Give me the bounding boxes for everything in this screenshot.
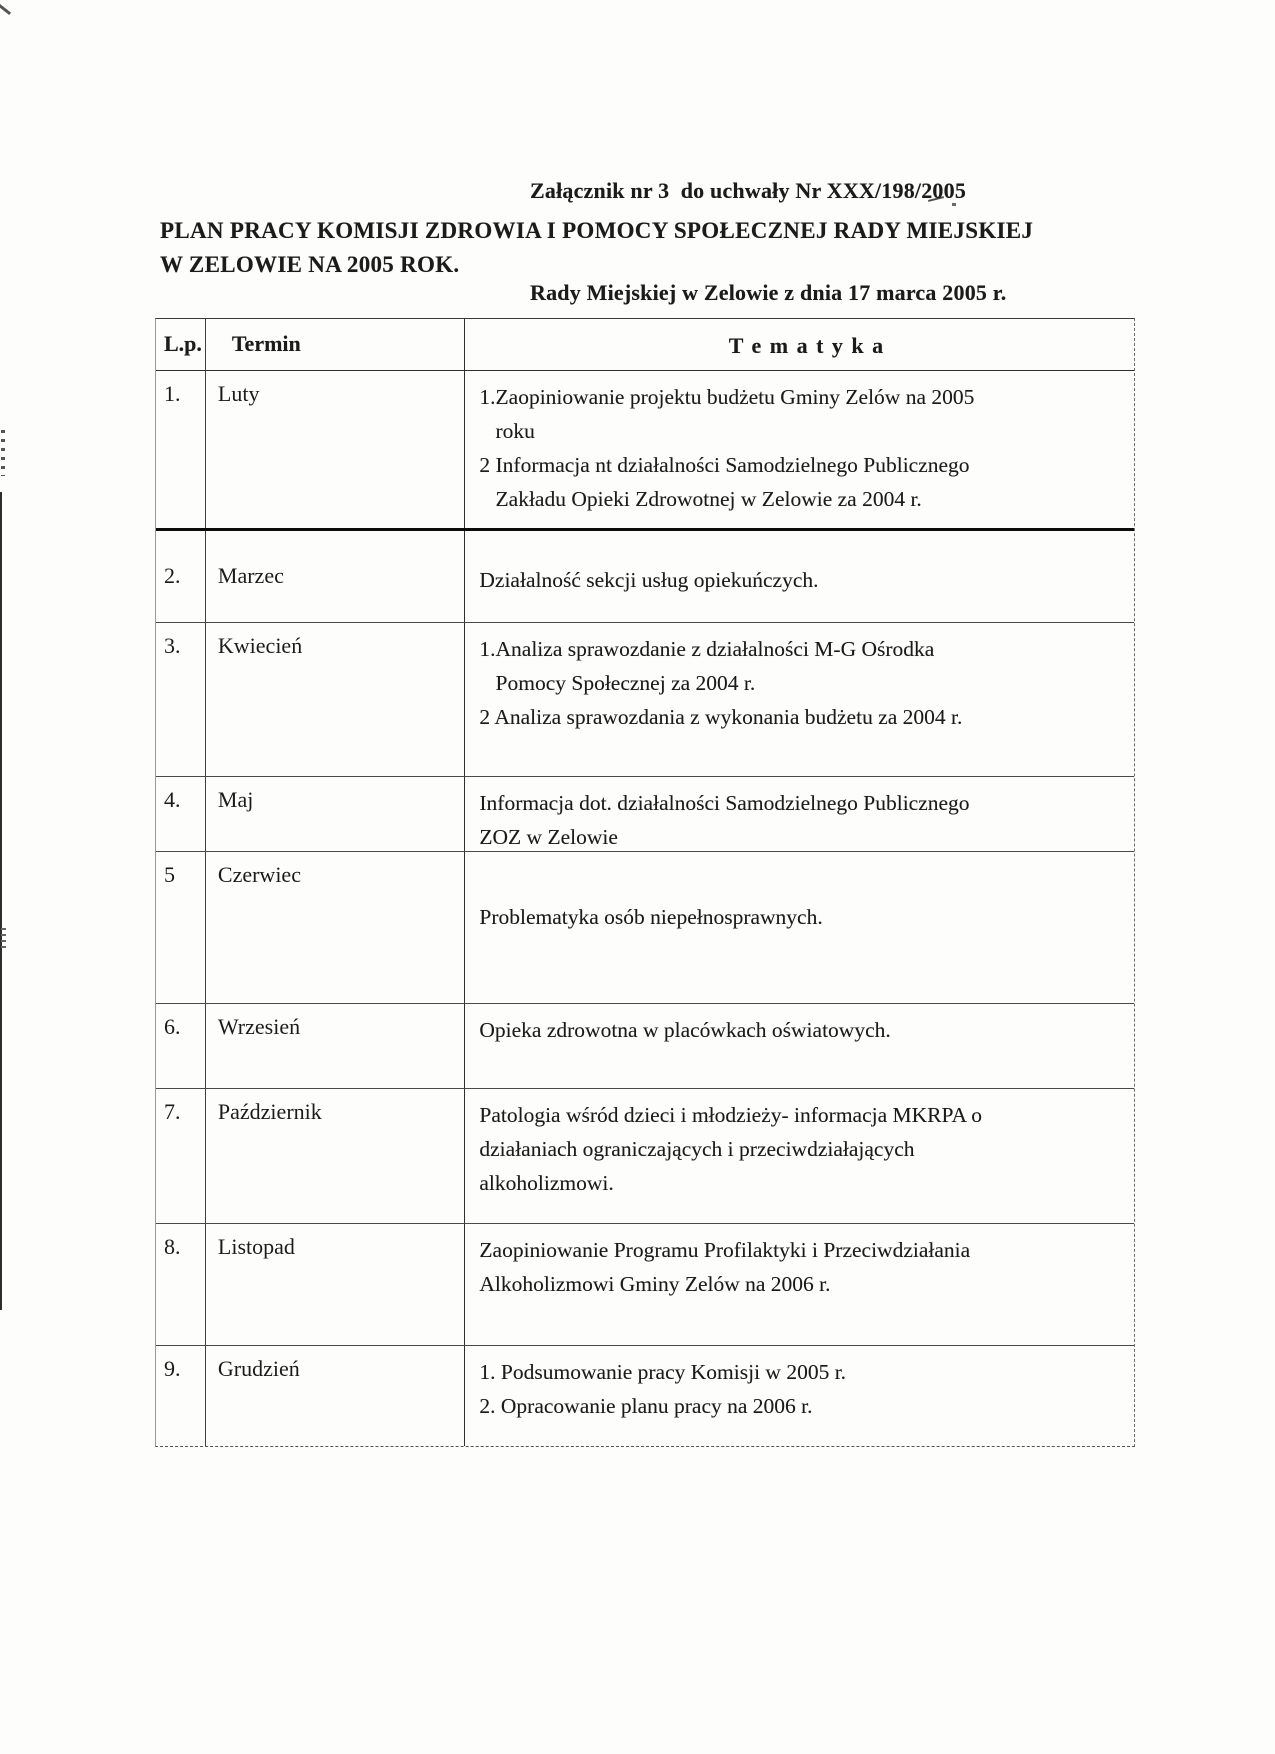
lp-cell: 9. [156, 1346, 206, 1446]
tematyka-line: Problematyka osób niepełnosprawnych. [479, 905, 823, 929]
tematyka-line: Działalność sekcji usług opiekuńczych. [479, 568, 819, 592]
table-row [156, 777, 1134, 852]
tematyka-cell [465, 1004, 1134, 1088]
termin-cell: Listopad [206, 1224, 465, 1345]
column-header-tematyka: T e m a t y k a [728, 333, 885, 358]
table-body [156, 371, 1134, 1446]
tematyka-line: Pomocy Społecznej za 2004 r. [479, 671, 756, 695]
tematyka-line: działaniach ograniczających i przeciwdziałających [479, 1137, 915, 1161]
column-header-termin: Termin [206, 319, 466, 370]
tematyka-line: 2 Analiza sprawozdania z wykonania budżetu za 2004 r. [479, 705, 963, 729]
tematyka-cell [465, 852, 1134, 1003]
tematyka-line: alkoholizmowi. [479, 1171, 614, 1195]
title-line-1: PLAN PRACY KOMISJI ZDROWIA I POMOCY SPOŁECZNEJ RADY MIEJSKIEJ [160, 218, 1034, 243]
tematyka-line: 1. Podsumowanie pracy Komisji w 2005 r. [479, 1360, 847, 1384]
termin-cell: Luty [206, 371, 465, 528]
tematyka-line: roku [479, 419, 535, 443]
tematyka-cell [465, 777, 1134, 851]
tematyka-line: 2 Informacja nt działalności Samodzielnego Publicznego [479, 453, 970, 477]
tematyka-line: Informacja dot. działalności Samodzielnego Publicznego [479, 791, 970, 815]
table-row [156, 1089, 1134, 1224]
tematyka-line: 1.Analiza sprawozdanie z działalności M-G Ośrodka [479, 637, 935, 661]
title-line-2: W ZELOWIE NA 2005 ROK. [160, 252, 460, 277]
tematyka-cell [465, 1346, 1134, 1446]
termin-cell: Marzec [206, 531, 465, 622]
tematyka-cell [465, 623, 1134, 776]
lp-cell: 2. [156, 531, 206, 622]
tematyka-line: Zakładu Opieki Zdrowotnej w Zelowie za 2004 r. [479, 487, 922, 511]
tematyka-line: Alkoholizmowi Gminy Zelów na 2006 r. [479, 1272, 831, 1296]
termin-cell: Wrzesień [206, 1004, 465, 1088]
termin-cell: Czerwiec [206, 852, 465, 1003]
annotation-line-2: Rady Miejskiej w Zelowie z dnia 17 marca 2005 r. [530, 280, 1007, 305]
tematyka-line: ZOZ w Zelowie [479, 825, 618, 849]
table-row [156, 623, 1134, 777]
table-row [156, 1004, 1134, 1089]
termin-cell: Kwiecień [206, 623, 465, 776]
tematyka-cell [465, 1224, 1134, 1345]
tematyka-line: 2. Opracowanie planu pracy na 2006 r. [479, 1394, 813, 1418]
table-row [156, 1346, 1134, 1446]
work-plan-table [155, 318, 1135, 1447]
termin-cell: Maj [206, 777, 465, 851]
termin-cell: Październik [206, 1089, 465, 1223]
column-header-lp: L.p. [156, 319, 206, 370]
scan-artifact-corner [0, 4, 11, 15]
termin-cell: Grudzień [206, 1346, 465, 1446]
tematyka-line: Patologia wśród dzieci i młodzieży- informacja MKRPA o [479, 1103, 982, 1127]
lp-cell: 7. [156, 1089, 206, 1223]
tematyka-line: Opieka zdrowotna w placówkach oświatowych. [479, 1018, 891, 1042]
lp-cell: 8. [156, 1224, 206, 1345]
scan-artifact-specks [1, 928, 6, 950]
tematyka-line: 1.Zaopiniowanie projektu budżetu Gminy Zelów na 2005 [479, 385, 975, 409]
annotation-line-1: Załącznik nr 3 do uchwały Nr XXX/198/2005 [530, 178, 967, 203]
scan-artifact-specks [1, 430, 5, 476]
tematyka-cell [465, 1089, 1134, 1223]
page-title [160, 214, 1120, 282]
table-row [156, 1224, 1134, 1346]
lp-cell: 3. [156, 623, 206, 776]
tematyka-cell [465, 531, 1134, 622]
lp-cell: 4. [156, 777, 206, 851]
table-row [156, 371, 1134, 531]
table-header-row [156, 319, 1134, 371]
lp-cell: 6. [156, 1004, 206, 1088]
tematyka-line: Zaopiniowanie Programu Profilaktyki i Przeciwdziałania [479, 1238, 971, 1262]
tematyka-cell [465, 371, 1134, 528]
lp-cell: 5 [156, 852, 206, 1003]
table-row [156, 852, 1134, 1004]
table-row [156, 531, 1134, 623]
scan-artifact-left-edge-line [0, 492, 2, 1310]
lp-cell: 1. [156, 371, 206, 528]
